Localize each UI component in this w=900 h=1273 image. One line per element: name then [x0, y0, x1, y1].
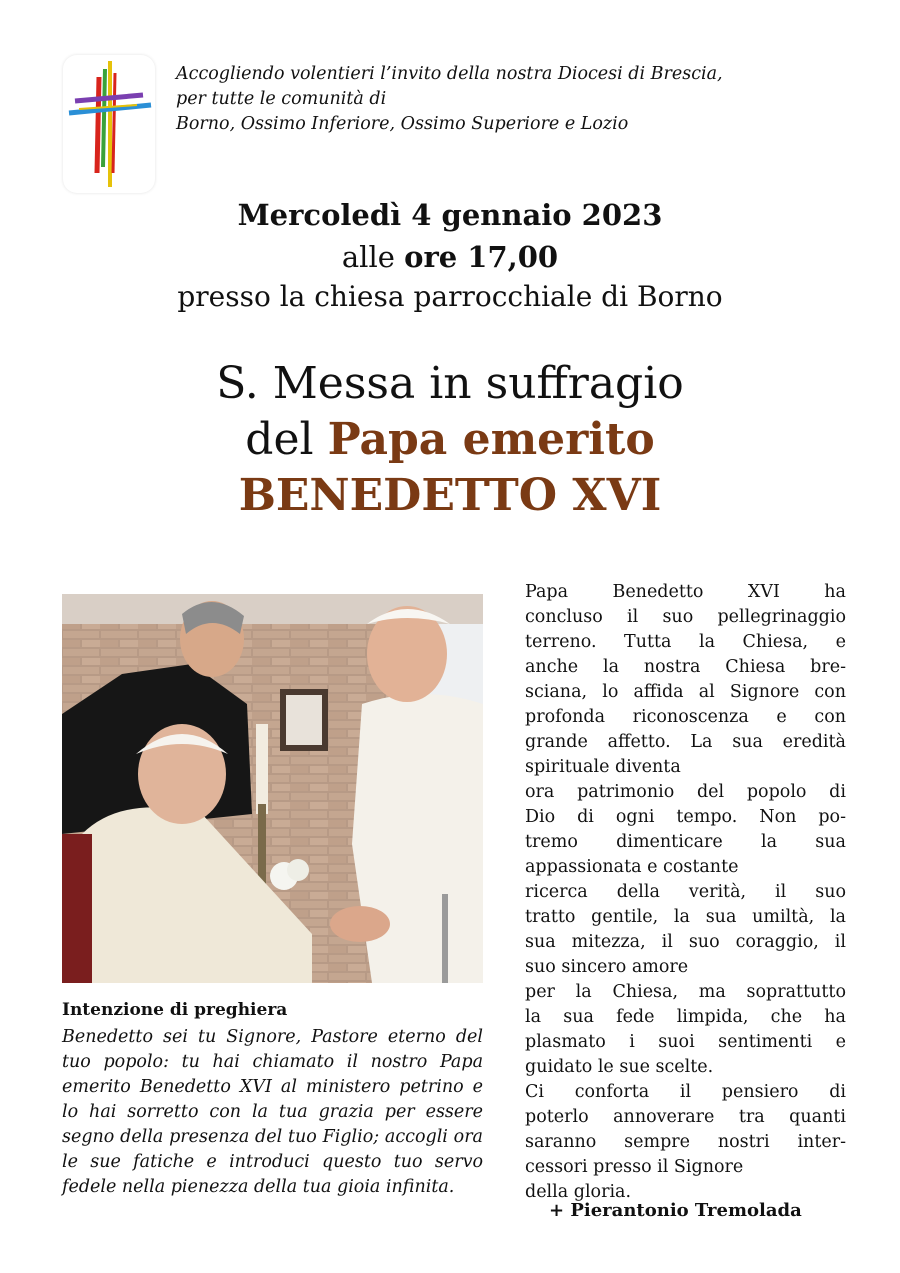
invite-line: per tutte le comunità di: [176, 89, 387, 109]
message-line: cessori presso il Signore: [525, 1157, 744, 1177]
prayer-text: Benedetto sei tu Signore, Pastore eterno del tuo popolo: tu hai chiamato il nostro Papa emerito Benedetto XVI al ministero petrino e lo hai sorretto con la tua grazia per essere segno della presenza del tuo Figlio; accogli ora le sue fatiche e introduci questo tuo servo fedele nella pienezza della tua gioia infinita.: [62, 1027, 483, 1197]
message-line: guidato le sue scelte.: [525, 1057, 714, 1077]
title-line-2: [0, 414, 900, 465]
title-line-3: BENEDETTO XVI: [238, 470, 662, 521]
cross-icon: [63, 55, 155, 193]
message-line: grande affetto. La sua eredità: [525, 732, 846, 752]
message-line: della gloria.: [525, 1182, 632, 1202]
message-line: saranno sempre nostri inter-: [525, 1132, 846, 1152]
event-time-prefix: alle: [341, 240, 405, 274]
message-line: Papa Benedetto XVI ha: [525, 582, 846, 602]
message-line: profonda riconoscenza e con: [525, 707, 846, 727]
signature: + Pierantonio Tremolada: [549, 1200, 802, 1221]
photo-popes: [62, 594, 483, 983]
message-line: terreno. Tutta la Chiesa, e: [525, 632, 846, 652]
diocese-logo: [63, 55, 155, 193]
message-line: concluso il suo pellegrinaggio: [525, 607, 846, 627]
message-line: tratto gentile, la sua umiltà, la: [525, 907, 846, 927]
message-line: Ci conforta il pensiero di: [525, 1082, 846, 1102]
message-line: sciana, lo affida al Signore con: [525, 682, 846, 702]
event-date: Mercoledì 4 gennaio 2023: [237, 198, 663, 232]
invitation-text: [176, 62, 723, 137]
prayer-heading: Intenzione di preghiera: [62, 1000, 288, 1020]
message-line: poterlo annoverare tra quanti: [525, 1107, 846, 1127]
bishop-message: [525, 580, 846, 1205]
event-time-value: ore 17,00: [404, 240, 559, 274]
message-line: per la Chiesa, ma soprattutto: [525, 982, 846, 1002]
invite-line: Borno, Ossimo Inferiore, Ossimo Superiore e Lozio: [176, 114, 629, 134]
message-line: tremo dimenticare la sua: [525, 832, 846, 852]
invite-line: Accogliendo volentieri l’invito della nostra Diocesi di Brescia,: [176, 64, 723, 84]
event-place: presso la chiesa parrocchiale di Borno: [177, 280, 723, 313]
message-line: la sua fede limpida, che ha: [525, 1007, 846, 1027]
event-time: [0, 240, 900, 274]
message-line: anche la nostra Chiesa bre-: [525, 657, 846, 677]
message-line: plasmato i suoi sentimenti e: [525, 1032, 846, 1052]
message-line: ora patrimonio del popolo di: [525, 782, 846, 802]
title-line-1: S. Messa in suffragio: [216, 358, 684, 409]
photo-image: [62, 594, 483, 983]
message-line: sua mitezza, il suo coraggio, il: [525, 932, 846, 952]
message-line: ricerca della verità, il suo: [525, 882, 846, 902]
message-line: spirituale diventa: [525, 757, 681, 777]
message-line: Dio di ogni tempo. Non po-: [525, 807, 846, 827]
message-line: suo sincero amore: [525, 957, 689, 977]
title-highlight: Papa emerito: [327, 414, 655, 465]
title-line-2-prefix: del: [245, 414, 328, 465]
message-line: appassionata e costante: [525, 857, 739, 877]
